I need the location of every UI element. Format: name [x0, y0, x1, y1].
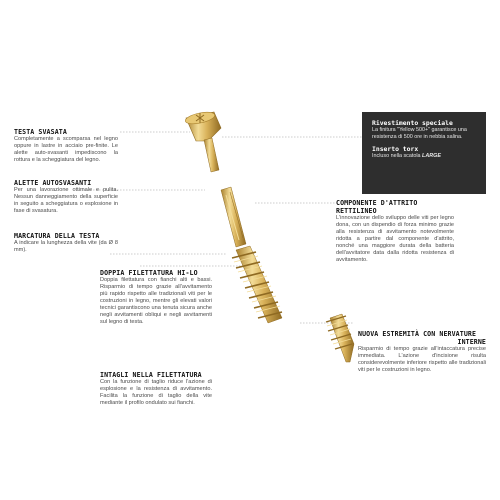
label-title: ALETTE AUTOSVASANTI: [14, 179, 92, 187]
screw-thread-segment: [232, 246, 282, 323]
label-estremita: [358, 330, 486, 374]
label-body: Per una lavorazione ottimale e pulita. Nessun danneggiamento della superficie in seguito a scheggiatura o esplosione in fase di svasatura.: [14, 187, 118, 214]
info-box: [362, 112, 486, 194]
label-title: MARCATURA DELLA TESTA: [14, 232, 100, 240]
label-filettatura: [100, 269, 212, 326]
inserto-body-prefix: Incluso nella scatola: [372, 153, 423, 160]
screw-shank-upper: [204, 138, 219, 172]
label-title: COMPONENTE D'ATTRITO RETTILINEO: [336, 199, 418, 215]
label-title: TESTA SVASATA: [14, 128, 67, 136]
label-body: Doppia filettatura con fianchi alti e bassi. Risparmio di tempo grazie all'avvitamento più rapido rispetto alle tradizionali viti per le costruzioni in legno, mentre gli elevati valori tecnici garantiscono una tenuta sicura anche negli avvitamenti obliqui e negli avvitamenti sul legno di testa.: [100, 277, 212, 325]
inserto-body-emph: LARGE: [422, 153, 441, 160]
screw-tip-segment: [326, 314, 354, 362]
label-body: A indicare la lunghezza della vite (da Ø 8 mm).: [14, 240, 118, 253]
label-title: NUOVA ESTREMITÀ CON NERVATURE: [358, 330, 477, 338]
rivestimento-body: La finitura "Yellow 500+" garantisce una resistenza di 500 ore in nebbia salina.: [372, 127, 467, 140]
label-testa-svasata: [14, 128, 118, 164]
screw-friction-segment: [221, 187, 246, 247]
label-title: DOPPIA FILETTATURA HI-LO: [100, 269, 198, 277]
label-body: L'innovazione dello sviluppo delle viti per legno dona, con un dispendio di forza minimo grazie alla resistenza di avvitamento notevolmente ridotta a partire dal componente d'attrito, nonché una maggiore durata della batteria dell'avvitatore data dalla ridotta resistenza di avvitamento.: [336, 215, 454, 263]
label-intagli: [100, 371, 212, 407]
label-alette: [14, 179, 118, 215]
screw-head: [184, 110, 221, 141]
label-body: Risparmio di tempo grazie all'intaccatura precise immediata. L'azione d'incisione risulta considerevolmente inferiore rispetto alle tradizionali viti per le costruzioni in legno.: [358, 346, 486, 373]
label-title-line2: INTERNE: [457, 338, 486, 346]
label-marcatura: [14, 232, 118, 254]
rivestimento-title: Rivestimento speciale: [372, 119, 453, 127]
inserto-title: Inserto torx: [372, 145, 419, 154]
label-componente: [336, 199, 454, 264]
label-body: Completamente a scomparsa nel legno oppure in lastre in acciaio pre-finite. Le alette auto-svasanti impediscono la rottura e la scheggiatura del legno.: [14, 136, 118, 163]
inserto-body: [372, 153, 441, 159]
label-body: Con la funzione di taglio riduce l'azione di esplosione e la resistenza di avvitamento. Facilita la funzione di taglio della vite mediante il profilo ondulato sui fianchi.: [100, 379, 212, 406]
label-title: INTAGLI NELLA FILETTATURA: [100, 371, 202, 379]
